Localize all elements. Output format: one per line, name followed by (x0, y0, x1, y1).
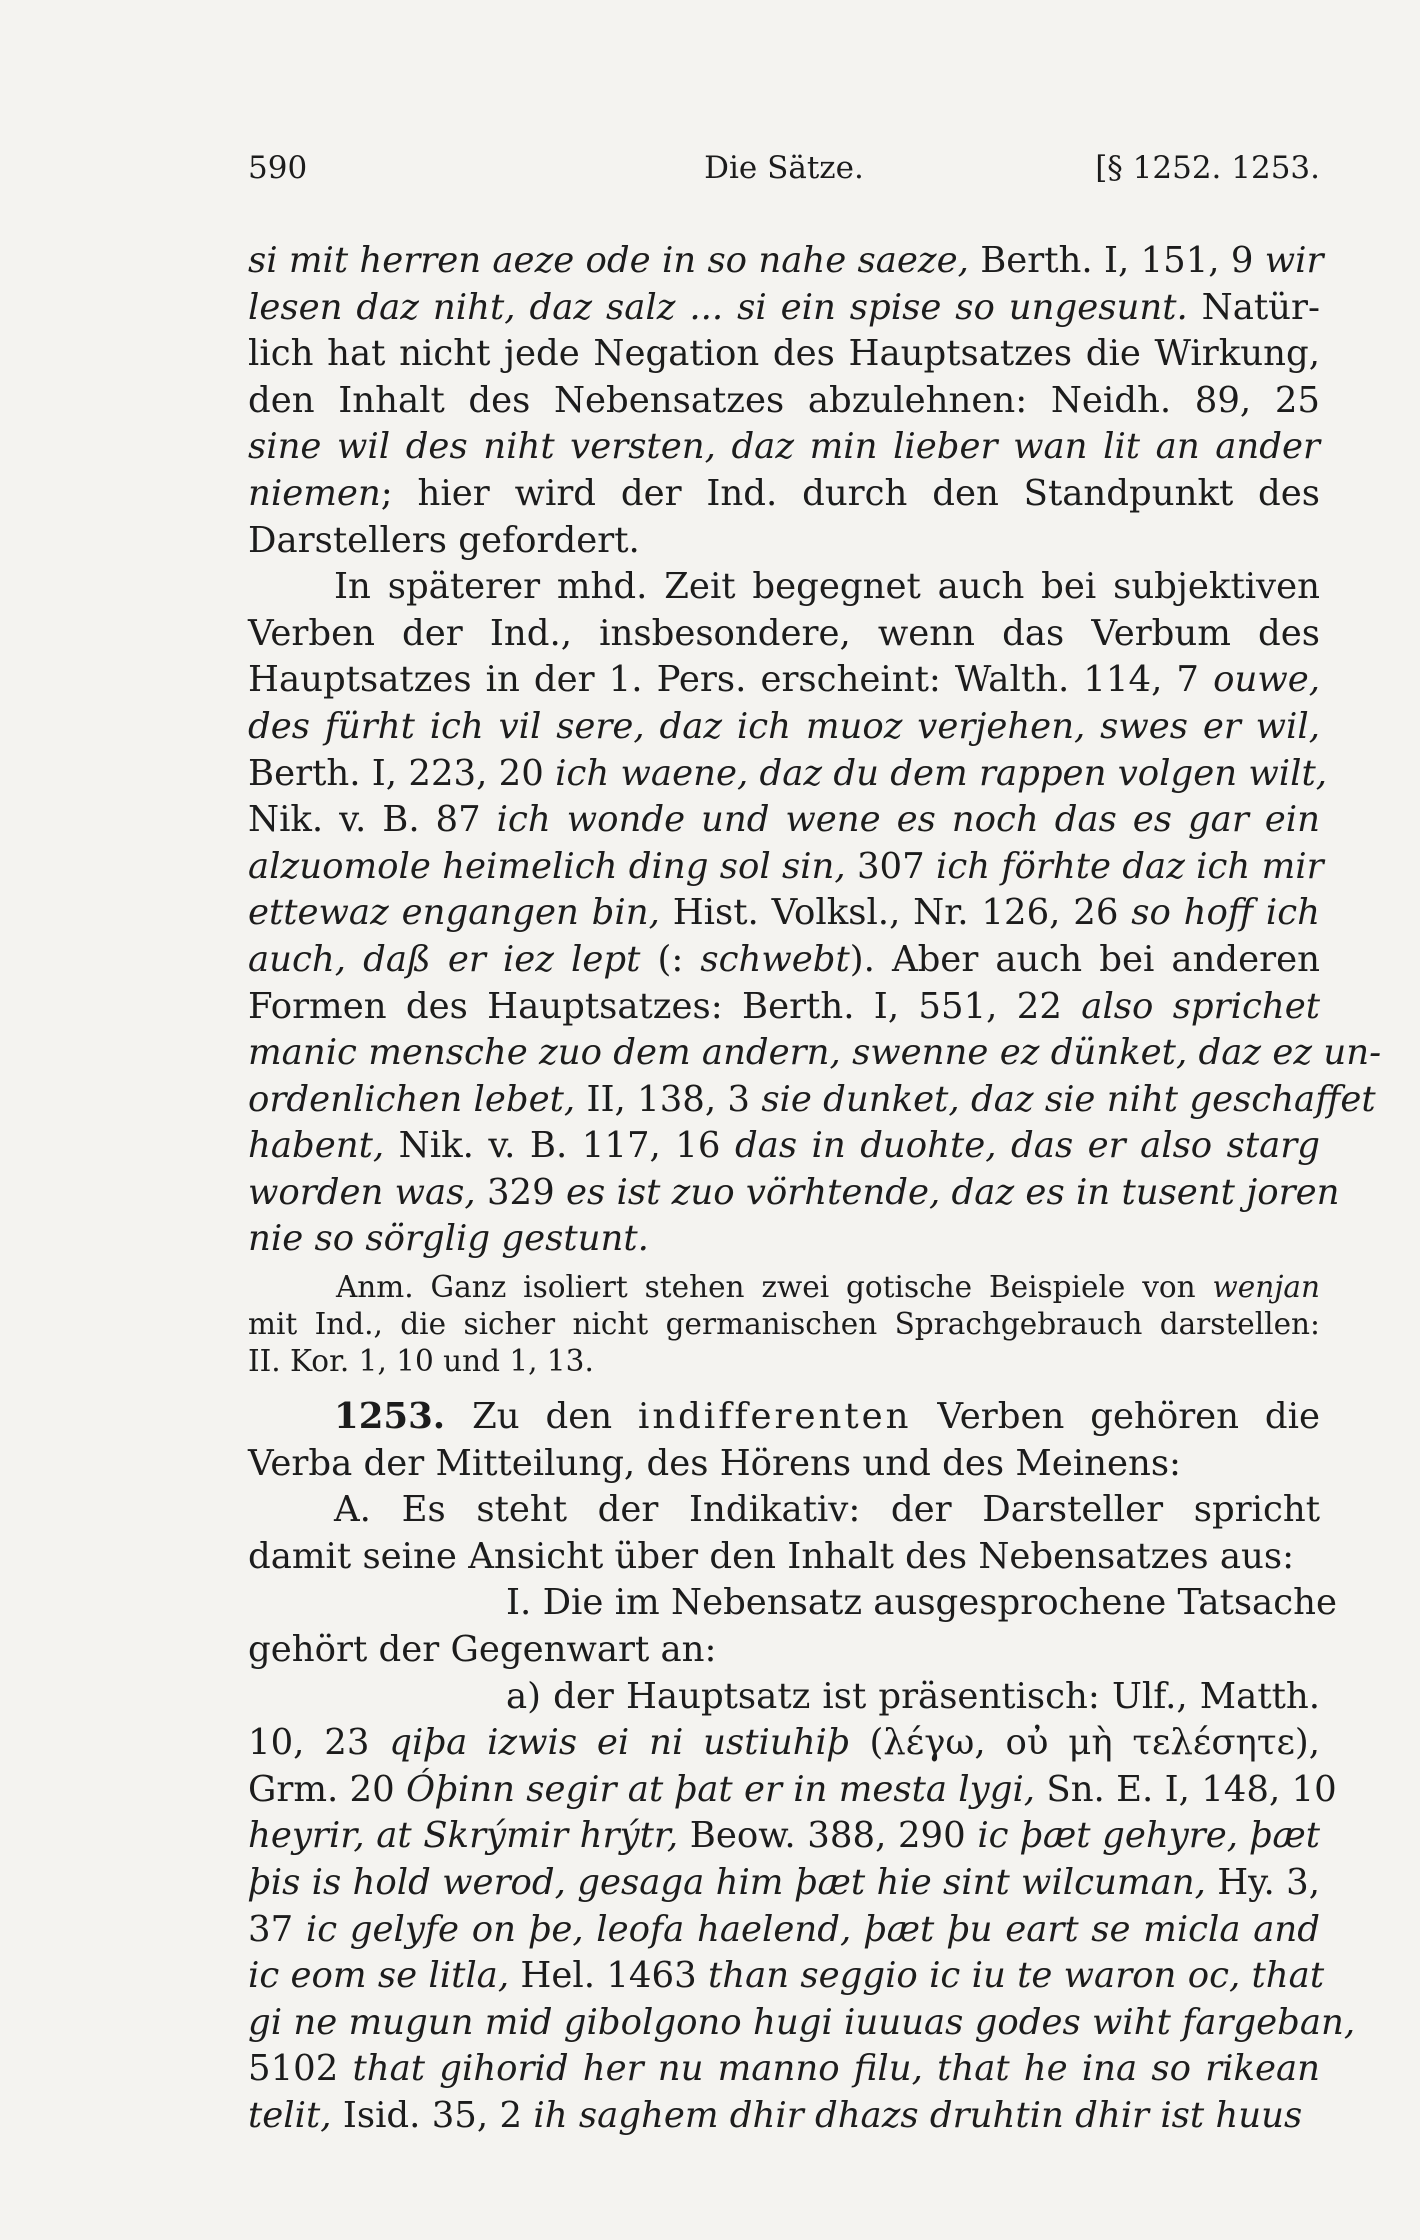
text-line (248, 564, 1320, 611)
running-title: Die Sätze. (704, 150, 864, 186)
text-run: Verben gehören die (911, 1396, 1320, 1438)
text-run: Sn. E. I, 148, 10 (1035, 1768, 1337, 1810)
text-line (248, 1170, 1340, 1217)
section-number: 1253. (334, 1396, 473, 1438)
text-run: 329 (475, 1171, 566, 1213)
text-run: Berth. I, 151, 9 (968, 240, 1265, 281)
text-run: den Inhalt des Nebensatzes abzulehnen: Neidh. 89, 25 (248, 379, 1320, 421)
quoted-text: wir (1264, 240, 1324, 281)
quoted-text: ich waene, daz du dem rappen volgen wilt, (555, 752, 1328, 794)
text-line (248, 1394, 1320, 1441)
quoted-text: es ist zuo vörhtende, daz es in tusent joren (566, 1171, 1340, 1213)
text-line (248, 1767, 1337, 1814)
text-run: Beow. 388, 290 (678, 1815, 978, 1857)
text-line (248, 1534, 1320, 1581)
text-line (248, 1441, 1320, 1488)
quoted-text: gi ne mugun mid gibolgono hugi iuuuas godes wiht fargeban, (248, 2001, 1356, 2043)
quoted-text: qiþa izwis ei ni ustiuhiþ (389, 1722, 850, 1764)
quoted-text: lesen daz niht, daz salz ... si ein spise so ungesunt. (248, 286, 1188, 328)
text-line (248, 1030, 1382, 1077)
text-run: Isid. 35, 2 (331, 2094, 534, 2136)
text-run: (λέγω, οὐ μὴ τελέσητε), (849, 1722, 1320, 1764)
text-line (248, 1627, 1320, 1674)
quoted-text: so hoff ich (1131, 892, 1320, 934)
text-run: Verben der Ind., insbesondere, wenn das Verbum des (248, 612, 1320, 654)
text-line (248, 378, 1320, 425)
text-run: In späterer mhd. Zeit begegnet auch bei subjektiven (334, 566, 1320, 608)
quoted-text: des fürht ich vil sere, daz ich muoz verjehen, swes er wil, (248, 705, 1320, 747)
text-line (248, 890, 1320, 937)
text-run: ; hier wird der Ind. durch den Standpunkt des (380, 472, 1320, 514)
text-line (248, 1487, 1320, 1534)
text-line (248, 2046, 1320, 2093)
quoted-text: ich wonde und wene es noch das es gar ein (496, 799, 1320, 841)
text-run: Natür- (1187, 286, 1321, 328)
text-run: damit seine Ansicht über den Inhalt des Nebensatzes aus: (248, 1535, 1295, 1577)
text-line (248, 1674, 1320, 1721)
text-run: Formen des Hauptsatzes: Berth. I, 551, 22 (248, 985, 1082, 1027)
text-line (248, 1907, 1320, 1954)
quoted-text: manic mensche zuo dem andern, swenne ez dünket, daz ez un- (248, 1032, 1382, 1074)
text-line (248, 797, 1320, 844)
text-run: A. Es steht der Indikativ: der Darsteller spricht (334, 1489, 1320, 1531)
text-run: Darstellers gefordert. (248, 519, 640, 561)
text-line (248, 1813, 1320, 1860)
quoted-text: also sprichet (1081, 985, 1320, 1027)
text-line (248, 1216, 1320, 1263)
text-run: mit Ind., die sicher nicht germanischen Sprachgebrauch darstellen: (248, 1307, 1320, 1342)
text-run: lich hat nicht jede Negation des Hauptsatzes die Wirkung, (248, 333, 1320, 375)
text-run: (: (640, 938, 701, 980)
text-line (248, 518, 1320, 565)
quoted-text: ic þæt gehyre, þæt (977, 1815, 1320, 1857)
text-run: Verba der Mitteilung, des Hörens und des Meinens: (248, 1442, 1182, 1484)
quoted-text: niemen (248, 472, 381, 514)
section-reference: [§ 1252. 1253. (1095, 150, 1320, 186)
quoted-text: schwebt (700, 938, 850, 980)
text-line (248, 657, 1320, 704)
text-line (248, 238, 1324, 285)
text-line (248, 984, 1320, 1031)
quoted-text: alzuomole heimelich ding sol sin, (248, 845, 846, 887)
quoted-text: habent, (248, 1125, 385, 1167)
text-line (248, 2000, 1356, 2047)
quoted-text: sine wil des niht versten, daz min lieber wan lit an ander (248, 426, 1320, 468)
text-run: Hel. 1463 (509, 1955, 708, 1997)
text-run: indifferenten (637, 1396, 912, 1438)
quoted-text: telit, (248, 2094, 332, 2136)
quoted-text: ich förhte daz ich mir (936, 845, 1324, 887)
text-line (248, 1306, 1320, 1343)
quoted-text: das in duohte, das er also starg (734, 1125, 1320, 1167)
text-run: Berth. I, 223, 20 (248, 752, 556, 794)
paragraph (248, 1487, 1320, 1580)
text-line (248, 424, 1320, 471)
text-line (248, 1860, 1320, 1907)
text-line (248, 1077, 1376, 1124)
quoted-text: Óþinn segir at þat er in mesta lygi, (406, 1768, 1036, 1810)
quoted-text: ordenlichen lebet, (248, 1078, 576, 1120)
quoted-text: heyrir, at Skrýmir hrýtr, (248, 1815, 679, 1857)
running-header (248, 150, 1320, 190)
quoted-text: than seggio ic iu te waron oc, that (707, 1955, 1325, 1997)
quoted-text: ih saghem dhir dhazs druhtin dhir ist huus (533, 2094, 1303, 2136)
quoted-text: ettewaz engangen bin, (248, 892, 660, 934)
text-run: Hist. Volksl., Nr. 126, 26 (659, 892, 1132, 934)
quoted-text: worden was, (248, 1171, 476, 1213)
quoted-text: þis is hold werod, gesaga him þæt hie sint wilcuman, (248, 1862, 1206, 1903)
text-line (248, 1343, 1320, 1380)
text-line (248, 704, 1320, 751)
text-run: Anm. Ganz isoliert stehen zwei gotische Beispiele von (336, 1270, 1213, 1305)
text-line (248, 331, 1320, 378)
text-line (248, 2093, 1320, 2140)
text-line (248, 844, 1324, 891)
text-run: 10, 23 (248, 1722, 390, 1764)
quoted-text: ic gelyfe on þe, leofa haelend, þæt þu eart se micla and (305, 1908, 1320, 1950)
quoted-text: auch, daß er iez lept (248, 938, 641, 980)
text-line (248, 1720, 1320, 1767)
text-run: Nik. v. B. 117, 16 (384, 1125, 735, 1167)
quoted-text: si mit herren aeze ode in so nahe saeze, (248, 240, 969, 281)
text-run: II, 138, 3 (575, 1078, 762, 1120)
text-line (248, 285, 1320, 332)
text-line (248, 937, 1320, 984)
page-number: 590 (248, 150, 308, 186)
annotation-note (248, 1269, 1320, 1380)
text-line (248, 1580, 1337, 1627)
text-run: Nik. v. B. 87 (248, 799, 497, 841)
quoted-text: ic eom se litla, (248, 1955, 510, 1997)
quoted-text: sie dunket, daz sie niht geschaffet (761, 1078, 1376, 1120)
paragraph (248, 1580, 1337, 1673)
quoted-text: that gihorid her nu manno filu, that he ina so rikean (352, 2048, 1320, 2090)
quoted-text: ouwe, (1213, 659, 1320, 701)
text-line (248, 471, 1320, 518)
text-run: gehört der Gegenwart an: (248, 1629, 717, 1671)
text-run: I. Die im Nebensatz ausgesprochene Tatsache (506, 1582, 1337, 1624)
text-run: 307 (845, 845, 937, 887)
paragraph (248, 1674, 1356, 2140)
text-line (248, 1269, 1320, 1306)
text-line (248, 611, 1320, 658)
text-line (248, 1953, 1325, 2000)
text-line (248, 751, 1328, 798)
text-line (248, 1123, 1320, 1170)
text-run: a) der Hauptsatz ist präsentisch: Ulf., Matth. (506, 1675, 1320, 1717)
paragraph (248, 238, 1324, 564)
quoted-text: wenjan (1212, 1270, 1320, 1305)
text-run: Hauptsatzes in der 1. Pers. erscheint: Walth. 114, 7 (248, 659, 1214, 701)
text-run: Zu den (472, 1396, 638, 1438)
text-run: 37 (248, 1908, 306, 1950)
text-run: Grm. 20 (248, 1768, 407, 1810)
paragraph (248, 564, 1382, 1263)
text-run: II. Kor. 1, 10 und 1, 13. (248, 1344, 594, 1379)
text-run: ). Aber auch bei anderen (849, 938, 1320, 980)
text-run: Hy. 3, (1205, 1862, 1320, 1903)
section-1253 (248, 1394, 1320, 1487)
page-body (248, 238, 1382, 2140)
quoted-text: nie so sörglig gestunt. (248, 1218, 649, 1260)
text-run: 5102 (248, 2048, 353, 2090)
